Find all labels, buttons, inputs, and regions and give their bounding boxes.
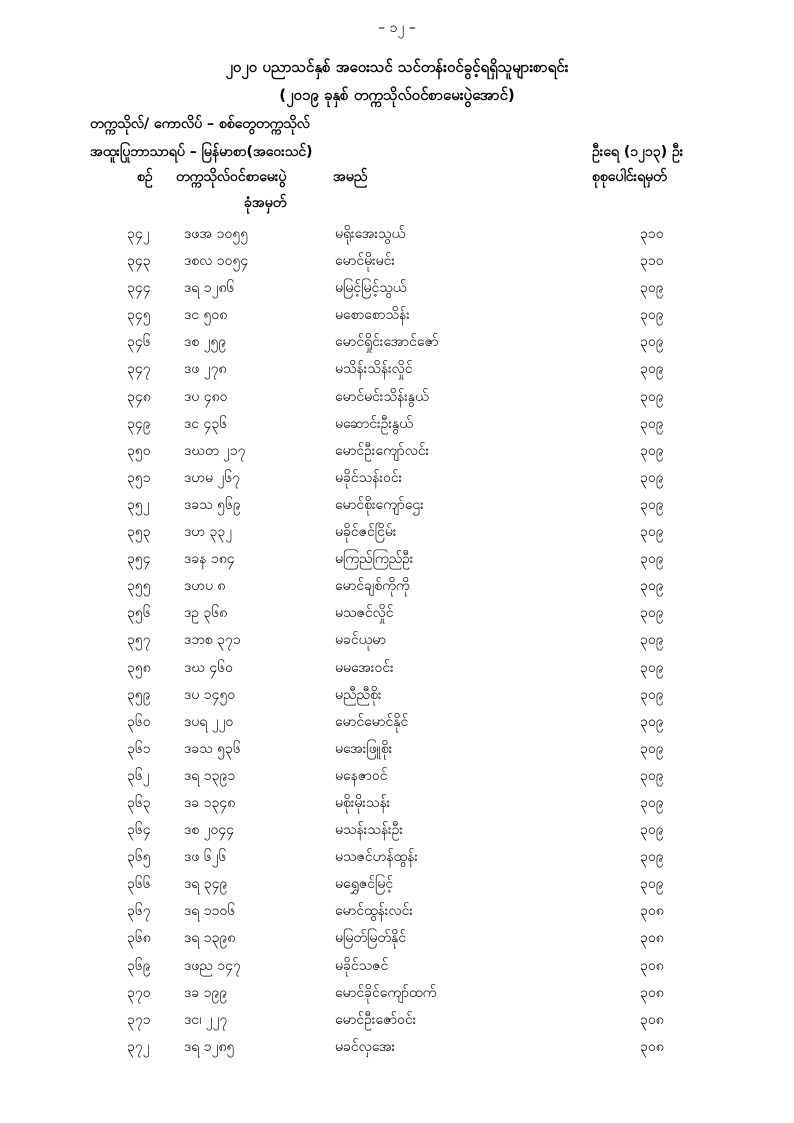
total-score: ၃၀၈ xyxy=(640,957,664,974)
row-number: ၃၅၅ xyxy=(127,578,151,595)
document-subtitle: (၂၀၁၉ ခုနှစ် တက္ကသိုလ်ဝင်စာမေးပွဲအောင်) xyxy=(279,86,515,104)
table-row xyxy=(0,545,794,572)
total-score: ၃၀၉ xyxy=(640,767,664,784)
table-row xyxy=(0,816,794,843)
row-number: ၃၆၁ xyxy=(127,740,151,757)
results-table xyxy=(0,220,794,1060)
row-number: ၃၄၅ xyxy=(127,307,151,324)
roll-number: ဒဘစ ၃၇၁ xyxy=(184,632,241,649)
header-roll: တက္ကသိုလ်ဝင်စာမေးပွဲ xyxy=(176,169,287,185)
row-number: ၃၄၂ xyxy=(127,226,150,242)
table-row xyxy=(0,789,794,816)
candidate-name: မခိုင်သဇင် xyxy=(335,957,389,974)
roll-number: ဒဖ ၂၇၈ xyxy=(184,361,227,378)
candidate-name: မမြင့်မြင့်သွယ် xyxy=(335,280,407,297)
candidate-name: မမြတ်မြတ်နိုင် xyxy=(335,930,406,947)
candidate-name: မောင်မင်းသိန်းနွယ် xyxy=(335,388,429,405)
candidate-name: မောင်ဦးကျော်လင်း xyxy=(335,442,430,459)
roll-number: ဒဃတ ၂၁၇ xyxy=(184,442,246,459)
table-row xyxy=(0,870,794,897)
roll-number: ဒင ၅၀၈ xyxy=(184,307,228,324)
row-number: ၃၇၁ xyxy=(127,1011,151,1028)
total-score: ၃၀၉ xyxy=(640,876,664,893)
row-number: ၃၅၉ xyxy=(127,686,151,703)
row-number: ၃၄၃ xyxy=(127,253,151,270)
header-total: စုစုပေါင်းရမှတ် xyxy=(592,169,667,185)
roll-number: ဒပ ၄၈၀ xyxy=(184,388,228,405)
total-score: ၃၀၉ xyxy=(640,551,664,568)
total-score: ၃၀၈ xyxy=(640,930,664,947)
total-score: ၃၀၉ xyxy=(640,578,664,595)
total-score: ၃၀၉ xyxy=(640,605,664,622)
roll-number: ဒစ ၂၅၉ xyxy=(184,334,227,351)
candidate-name: မောင်ခိုင်ကျော်ထက် xyxy=(335,984,437,1001)
row-number: ၃၄၈ xyxy=(127,388,151,405)
total-score: ၃၀၉ xyxy=(640,361,664,378)
table-row xyxy=(0,897,794,924)
row-number: ၃၅၄ xyxy=(127,551,151,568)
candidate-name: မစောစောသိန်း xyxy=(335,307,410,324)
row-number: ၃၅၀ xyxy=(127,442,151,459)
row-number: ၃၇၀ xyxy=(127,984,151,1001)
table-row xyxy=(0,626,794,653)
roll-number: ဒခန ၁၈၄ xyxy=(184,551,235,568)
row-number: ၃၄၇ xyxy=(127,361,151,378)
row-number: ၃၅၃ xyxy=(127,524,151,541)
total-score: ၃၁၀ xyxy=(640,253,664,270)
total-score: ၃၀၈ xyxy=(640,984,664,1001)
row-number: ၃၄၄ xyxy=(127,280,151,297)
table-row xyxy=(0,762,794,789)
table-row xyxy=(0,355,794,382)
total-score: ၃၀၉ xyxy=(640,740,664,757)
candidate-name: မခိုင်သန်းဝင်း xyxy=(335,469,403,486)
candidate-name: မဆောင်းဦးနွယ် xyxy=(335,415,413,432)
roll-number: ဒရ ၁၃၉၁ xyxy=(184,767,236,784)
table-row xyxy=(0,654,794,681)
table-row xyxy=(0,1006,794,1033)
table-row xyxy=(0,274,794,301)
total-score: ၃၀၉ xyxy=(640,524,664,541)
candidate-name: မောင်ရှိုင်းအောင်ဇော် xyxy=(335,334,439,351)
total-score: ၃၀၈ xyxy=(640,903,664,920)
row-number: ၃၇၂ xyxy=(127,1038,150,1055)
row-number: ၃၄၉ xyxy=(127,415,151,432)
university-line: တက္ကသိုလ်/ ကောလိပ် – စစ်တွေတက္ကသိုလ် xyxy=(90,116,310,132)
table-row xyxy=(0,410,794,437)
row-number: ၃၆၈ xyxy=(127,930,151,947)
quota-line: ဦးရေ (၁၂၁၃) ဦး xyxy=(592,144,684,160)
candidate-name: မသဇင်ဟန်ထွန်း xyxy=(335,849,418,866)
table-row xyxy=(0,708,794,735)
row-number: ၃၄၆ xyxy=(127,334,151,351)
roll-number: ဒခသ ၅၆၉ xyxy=(184,496,241,513)
total-score: ၃၀၉ xyxy=(640,334,664,351)
row-number: ၃၆၀ xyxy=(127,713,151,730)
table-row xyxy=(0,491,794,518)
total-score: ၃၀၉ xyxy=(640,822,664,839)
candidate-name: မခင်လှအေး xyxy=(335,1038,396,1055)
candidate-name: မောင်ချစ်ကိုကို xyxy=(335,578,410,595)
total-score: ၃၀၉ xyxy=(640,496,664,513)
roll-number: ဒခသ ၅၃၆ xyxy=(184,740,241,757)
roll-number: ဒခ ၁၃၄၈ xyxy=(184,794,236,811)
roll-number: ဒဟမ ၂၆၇ xyxy=(184,469,241,486)
candidate-name: မမအေးဝင်း xyxy=(335,659,394,676)
table-row xyxy=(0,383,794,410)
candidate-name: မောင်ထွန်းလင်း xyxy=(335,903,413,920)
candidate-name: မခင်ယုမာ xyxy=(335,632,386,649)
total-score: ၃၀၈ xyxy=(640,1011,664,1028)
row-number: ၃၅၆ xyxy=(127,605,151,622)
table-row xyxy=(0,220,794,247)
candidate-name: မကြည်ကြည်ဦး xyxy=(335,551,414,568)
candidate-name: မောင်စိုးကျော်ဌေး xyxy=(335,496,424,513)
row-number: ၃၅၂ xyxy=(127,496,150,513)
roll-number: ဒင၊ ၂၂၇ xyxy=(184,1011,228,1028)
table-row xyxy=(0,328,794,355)
header-roll-sub: ခုံအမှတ် xyxy=(244,195,287,211)
header-no: စဉ် xyxy=(137,169,153,185)
total-score: ၃၁၀ xyxy=(640,226,664,242)
candidate-name: မအေးဖြူစိုး xyxy=(335,740,393,757)
table-row xyxy=(0,1033,794,1060)
table-row xyxy=(0,599,794,626)
roll-number: ဒဖအ ၁၀၅၅ xyxy=(184,226,249,242)
table-row xyxy=(0,735,794,762)
roll-number: ဒရ ၃၄၉ xyxy=(184,876,228,893)
table-row xyxy=(0,924,794,951)
candidate-name: မခိုင်ဇင်ငြိမ်း xyxy=(335,524,397,541)
row-number: ၃၆၄ xyxy=(127,822,151,839)
roll-number: ဒဥ ၃၆၈ xyxy=(184,605,228,622)
roll-number: ဒဃ ၄၆၀ xyxy=(184,659,234,676)
candidate-name: မောင်မိုးမင်း xyxy=(335,253,395,270)
row-number: ၃၆၆ xyxy=(127,876,151,893)
roll-number: ဒဖ ၆၂၆ xyxy=(184,849,227,866)
candidate-name: မောင်မောင်နိုင် xyxy=(335,713,409,730)
table-row xyxy=(0,843,794,870)
total-score: ၃၀၈ xyxy=(640,1038,664,1055)
document-title: ၂၀၂၀ ပညာသင်နှစ် အဝေးသင် သင်တန်းဝင်ခွင့်ရရှိသူများစာရင်း xyxy=(225,58,569,76)
table-row xyxy=(0,247,794,274)
total-score: ၃၀၉ xyxy=(640,659,664,676)
candidate-name: မစိုးမိုးသန်း xyxy=(335,794,391,811)
total-score: ၃၀၉ xyxy=(640,307,664,324)
table-row xyxy=(0,518,794,545)
total-score: ၃၀၉ xyxy=(640,849,664,866)
table-row xyxy=(0,979,794,1006)
table-row xyxy=(0,301,794,328)
candidate-name: မနေဇာဝင် xyxy=(335,767,388,784)
total-score: ၃၀၉ xyxy=(640,415,664,432)
table-row xyxy=(0,952,794,979)
header-name: အမည် xyxy=(333,169,368,185)
roll-number: ဒဟ ၃၃၂ xyxy=(184,524,233,541)
row-number: ၃၅၁ xyxy=(127,469,151,486)
roll-number: ဒဟပ ၈ xyxy=(184,578,226,595)
row-number: ၃၅၇ xyxy=(127,632,151,649)
table-row xyxy=(0,572,794,599)
roll-number: ဒရ ၁၁၀၆ xyxy=(184,903,236,920)
total-score: ၃၀၉ xyxy=(640,388,664,405)
roll-number: ဒခ ၁၉၉ xyxy=(184,984,228,1001)
roll-number: ဒဖည ၁၄၇ xyxy=(184,957,241,974)
roll-number: ဒရ ၁၂၈၅ xyxy=(184,1038,235,1055)
table-row xyxy=(0,681,794,708)
total-score: ၃၀၉ xyxy=(640,713,664,730)
roll-number: ဒရ ၁၃၉၈ xyxy=(184,930,236,947)
major-line: အထူးပြုဘာသာရပ် – မြန်မာစာ(အဝေးသင်) xyxy=(90,144,313,160)
table-row xyxy=(0,464,794,491)
candidate-name: မညီညီစိုး xyxy=(335,686,382,703)
roll-number: ဒစလ ၁၀၅၄ xyxy=(184,253,249,270)
row-number: ၃၆၃ xyxy=(127,794,151,811)
total-score: ၃၀၉ xyxy=(640,442,664,459)
roll-number: ဒစ ၂၀၄၄ xyxy=(184,822,235,839)
candidate-name: မရိုးအေးသွယ် xyxy=(335,226,406,242)
candidate-name: မသဇင်လှိုင် xyxy=(335,605,394,622)
row-number: ၃၅၈ xyxy=(127,659,151,676)
candidate-name: မရွှေဇင်မြင့် xyxy=(335,876,394,893)
total-score: ၃၀၉ xyxy=(640,280,664,297)
row-number: ၃၆၉ xyxy=(127,957,151,974)
total-score: ၃၀၉ xyxy=(640,632,664,649)
table-row xyxy=(0,437,794,464)
roll-number: ဒရ ၁၂၈၆ xyxy=(184,280,235,297)
total-score: ၃၀၉ xyxy=(640,686,664,703)
roll-number: ဒပ ၁၄၅၀ xyxy=(184,686,236,703)
candidate-name: မသန်းသန်းဦး xyxy=(335,822,403,839)
row-number: ၃၆၅ xyxy=(127,849,151,866)
row-number: ၃၆၂ xyxy=(127,767,150,784)
roll-number: ဒင ၄၃၆ xyxy=(184,415,228,432)
row-number: ၃၆၇ xyxy=(127,903,151,920)
total-score: ၃၀၉ xyxy=(640,794,664,811)
candidate-name: မောင်ဦးဇော်ဝင်း xyxy=(335,1011,417,1028)
candidate-name: မသိန်းသိန်းလှိုင် xyxy=(335,361,413,378)
page-number: – ၁၂ – xyxy=(378,20,416,36)
total-score: ၃၀၉ xyxy=(640,469,664,486)
roll-number: ဒပရ ၂၂၀ xyxy=(184,713,234,730)
